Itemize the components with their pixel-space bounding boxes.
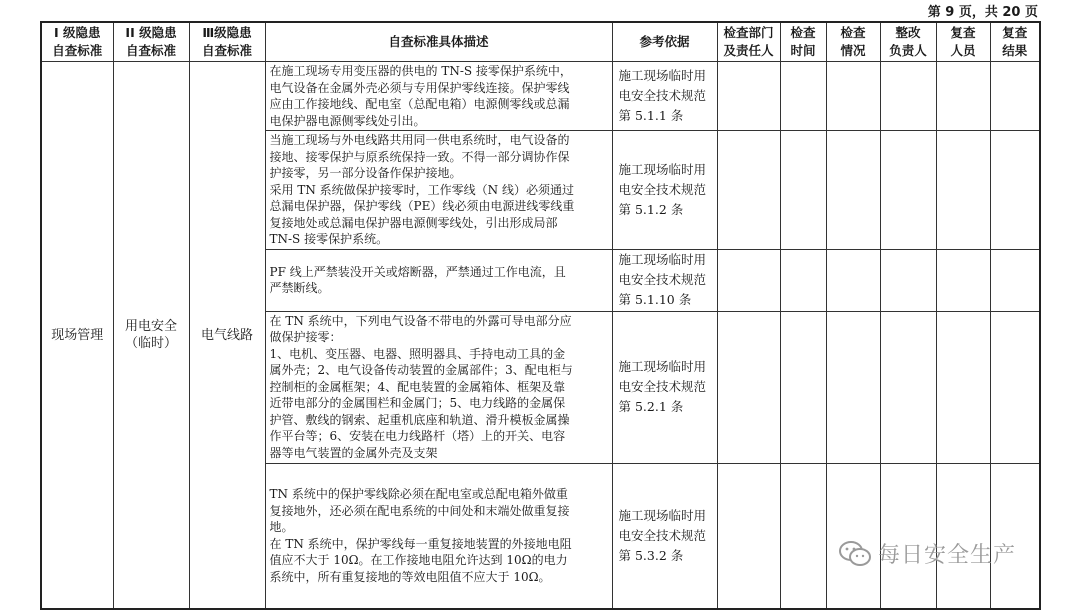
- level2-cell: [113, 62, 189, 610]
- reference-line: 施工现场临时用: [618, 68, 707, 83]
- column-header: [612, 22, 717, 62]
- status-cell[interactable]: [826, 463, 880, 609]
- reference-cell: [612, 62, 717, 131]
- reference-line: 第 5.2.1 条: [618, 399, 684, 414]
- column-header: [113, 22, 189, 62]
- description-cell: [265, 249, 612, 311]
- reviewer-cell[interactable]: [936, 131, 990, 250]
- description-line: 地。: [269, 520, 294, 535]
- description-line: PF 线上严禁装没开关或熔断器，严禁通过工作电流，且: [269, 264, 566, 279]
- column-header-line: 时间: [790, 43, 816, 58]
- description-line: 护管、敷线的钢索、起重机底座和轨道、滑升模板金属操: [269, 412, 570, 427]
- rectifier-cell[interactable]: [880, 463, 936, 609]
- watermark-text: 每日安全生产: [878, 543, 1017, 568]
- result-cell[interactable]: [990, 249, 1040, 311]
- description-line: 接地、接零保护与原系统保持一致。不得一部分调协作保: [269, 149, 570, 164]
- header-row: [41, 22, 1040, 62]
- column-header: [880, 22, 936, 62]
- time-cell[interactable]: [780, 311, 826, 463]
- time-cell[interactable]: [780, 463, 826, 609]
- description-cell: [265, 131, 612, 250]
- level1-cell: 现场管理: [41, 62, 113, 610]
- hazard-checklist-table: [40, 21, 1041, 610]
- column-header: [717, 22, 780, 62]
- reference-line: 电安全技术规范: [618, 379, 707, 394]
- description-line: 复接地处或总漏电保护器电源侧零线处，引出形成局部: [269, 215, 558, 230]
- description-cell: [265, 311, 612, 463]
- column-header: [41, 22, 113, 62]
- reference-line: 电安全技术规范: [618, 181, 707, 197]
- time-cell[interactable]: [780, 249, 826, 311]
- description-line: TN 系统中的保护零线除必须在配电室或总配电箱外做重: [269, 487, 568, 502]
- column-header-line: 自查标准: [201, 43, 252, 58]
- time-cell[interactable]: [780, 131, 826, 250]
- dept-cell[interactable]: [717, 311, 780, 463]
- wechat-icon: [838, 540, 872, 568]
- reference-cell: [612, 463, 717, 609]
- reference-line: 施工现场临时用: [618, 161, 707, 177]
- description-line: 在施工现场专用变压器的供电的 TN-S 接零保护系统中，: [269, 64, 572, 78]
- reviewer-cell[interactable]: [936, 62, 990, 131]
- status-cell[interactable]: [826, 311, 880, 463]
- description-line: 1、电机、变压器、电器、照明器具、手持电动工具的金: [269, 346, 566, 361]
- reviewer-cell[interactable]: [936, 463, 990, 609]
- description-line: 电气设备在金属外壳必须与专用保护零线连接。保护零线: [269, 80, 570, 95]
- status-cell[interactable]: [826, 249, 880, 311]
- description-line: 采用 TN 系统做保护接零时，工作零线（N 线）必须通过: [269, 182, 574, 197]
- level2-line: 用电安全: [124, 319, 177, 334]
- rectifier-cell[interactable]: [880, 311, 936, 463]
- column-header-line: 复查: [950, 25, 976, 40]
- description-line: 严禁断线。: [269, 281, 330, 295]
- column-header: [265, 22, 612, 62]
- description-line: 近带电部分的金属围栏和金属门；5、电力线路的金属保: [269, 396, 566, 410]
- column-header-line: Ⅲ级隐患: [202, 25, 252, 40]
- description-line: 做保护接零：: [269, 330, 342, 344]
- column-header: [990, 22, 1040, 62]
- description-line: 控制柜的金属框架；4、配电装置的金属箱体、框架及靠: [269, 379, 566, 394]
- table-row: [41, 62, 1040, 131]
- dept-cell[interactable]: [717, 463, 780, 609]
- reference-line: 电安全技术规范: [618, 527, 707, 543]
- reviewer-cell[interactable]: [936, 249, 990, 311]
- column-header-line: 情况: [840, 43, 866, 58]
- column-header-line: 负责人: [889, 43, 927, 58]
- column-header: [826, 22, 880, 62]
- column-header-line: 整改: [895, 25, 921, 40]
- dept-cell[interactable]: [717, 249, 780, 311]
- column-header-line: 自查标准具体描述: [388, 34, 489, 49]
- column-header-line: 检查: [840, 25, 866, 40]
- description-line: 系统中，所有重复接地的等效电阻值不应大于 10Ω。: [269, 569, 551, 584]
- rectifier-cell[interactable]: [880, 249, 936, 311]
- dept-cell[interactable]: [717, 62, 780, 131]
- description-line: 应由工作接地线、配电室（总配电箱）电源侧零线或总漏: [269, 97, 570, 111]
- description-line: 当施工现场与外电线路共用同一供电系统时，电气设备的: [269, 133, 570, 147]
- status-cell[interactable]: [826, 131, 880, 250]
- reference-line: 施工现场临时用: [618, 252, 707, 267]
- column-header: [780, 22, 826, 62]
- reference-cell: [612, 131, 717, 250]
- column-header: [189, 22, 265, 62]
- rectifier-cell[interactable]: [880, 131, 936, 250]
- level2-line: （临时）: [124, 336, 177, 351]
- result-cell[interactable]: [990, 131, 1040, 250]
- column-header-line: 参考依据: [639, 34, 690, 49]
- description-line: 作平台等；6、安装在电力线路杆（塔）上的开关、电容: [269, 429, 566, 443]
- page-number: 第 9 页，共 20 页: [927, 5, 1038, 20]
- reviewer-cell[interactable]: [936, 311, 990, 463]
- dept-cell[interactable]: [717, 131, 780, 250]
- description-line: 属外壳；2、电气设备传动装置的金属部件；3、配电柜与: [269, 363, 573, 377]
- column-header-line: I 级隐患: [53, 25, 101, 40]
- description-line: 器等电气装置的金属外壳及支架: [269, 445, 438, 460]
- reference-cell: [612, 249, 717, 311]
- description-line: 护接零，另一部分设备作保护接地。: [269, 166, 462, 180]
- column-header: [936, 22, 990, 62]
- description-line: 复接地外，还必须在配电系统的中间处和末端处做重复接: [269, 503, 570, 518]
- description-line: 总漏电保护器，保护零线（PE）线必须由电源进线零线重: [269, 199, 575, 213]
- reference-line: 第 5.1.10 条: [618, 292, 692, 307]
- reference-line: 第 5.1.1 条: [618, 108, 684, 123]
- rectifier-cell[interactable]: [880, 62, 936, 131]
- reference-line: 第 5.1.2 条: [618, 201, 684, 217]
- reference-cell: [612, 311, 717, 463]
- column-header-line: 检查部门: [723, 25, 774, 40]
- result-cell[interactable]: [990, 311, 1040, 463]
- column-header-line: 检查: [790, 25, 816, 40]
- column-header-line: 自查标准: [52, 43, 103, 58]
- column-header-line: 及责任人: [723, 43, 774, 58]
- reference-line: 第 5.3.2 条: [618, 547, 684, 563]
- description-cell: [265, 62, 612, 131]
- reference-line: 施工现场临时用: [618, 359, 707, 374]
- description-line: 在 TN 系统中，下列电气设备不带电的外露可导电部分应: [269, 313, 572, 328]
- description-cell: [265, 463, 612, 609]
- result-cell[interactable]: [990, 62, 1040, 131]
- result-cell[interactable]: [990, 463, 1040, 609]
- reference-line: 电安全技术规范: [618, 272, 707, 287]
- reference-line: 电安全技术规范: [618, 88, 707, 103]
- column-header-line: 结果: [1002, 43, 1028, 58]
- column-header-line: II 级隐患: [125, 25, 177, 40]
- description-line: 值应不大于 10Ω。在工作接地电阻允许达到 10Ω的电力: [269, 553, 568, 568]
- status-cell[interactable]: [826, 62, 880, 131]
- description-line: 在 TN 系统中，保护零线每一重复接地装置的外接地电阻: [269, 536, 572, 551]
- column-header-line: 复查: [1002, 25, 1028, 40]
- column-header-line: 自查标准: [125, 43, 176, 58]
- column-header-line: 人员: [950, 43, 976, 58]
- description-line: 电保护器电源侧零线处引出。: [269, 113, 426, 128]
- description-line: TN-S 接零保护系统。: [269, 232, 389, 246]
- time-cell[interactable]: [780, 62, 826, 131]
- reference-line: 施工现场临时用: [618, 507, 707, 523]
- watermark: [838, 538, 1016, 569]
- level3-cell: 电气线路: [189, 62, 265, 610]
